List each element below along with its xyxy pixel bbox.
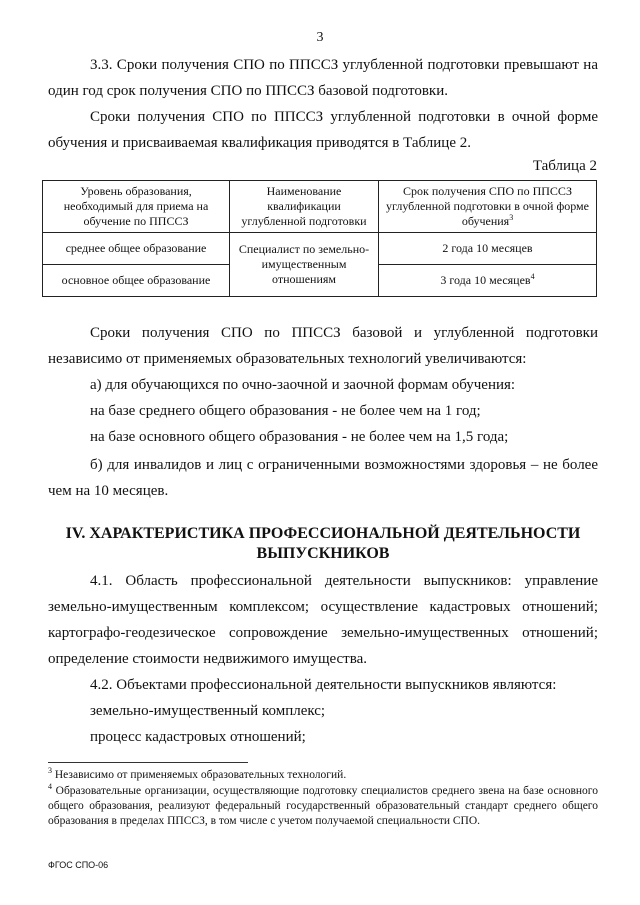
footer-label: ФГОС СПО-06 [48, 860, 109, 870]
footnote-rule [48, 762, 248, 763]
header-level: Уровень образования, необходимый для приема на обучение по ППССЗ [43, 181, 230, 233]
footnote-3: $^3$ Независимо от применяемых образовательных технологий. [48, 766, 347, 781]
line-complex: земельно-имущественный комплекс; [90, 703, 326, 719]
cell-level-basic: основное общее образование [43, 265, 230, 297]
line-a: а) для обучающихся по очно-заочной и заочной формам обучения: [90, 377, 516, 393]
section-title: IV. ХАРАКТЕРИСТИКА ПРОФЕССИОНАЛЬНОЙ ДЕЯТЕЛЬНОСТИ ВЫПУСКНИКОВ [65, 525, 581, 562]
cell-level-secondary: среднее общее образование [43, 233, 230, 265]
footnote-4: $^4$ Образовательные организации, осуществляющие подготовку специалистов среднего звена на базе основного общего образования, реализуют федеральный государственный образовательный стандарт среднего общего образования в пределах ППССЗ, в том числе с учетом получаемой специальности СПО. [48, 782, 598, 827]
line-secondary: на базе среднего общего образования - не более чем на 1 год; [90, 403, 481, 419]
line-basic: на базе основного общего образования - не более чем на 1,5 года; [90, 429, 509, 445]
line-cadastral: процесс кадастровых отношений; [90, 729, 306, 745]
paragraph-4-1: 4.1. Область профессиональной деятельности выпускников: управление земельно-имущественным комплексом; осуществление кадастровых отношений; картографо-геодезическое сопровождение земельно-имущественных отношений; определение стоимости недвижимого имущества. [48, 573, 598, 667]
paragraph-table-intro: Сроки получения СПО по ППССЗ углубленной подготовки в очной форме обучения и присваиваемая квалификация приводятся в Таблице 2. [48, 109, 598, 151]
table-caption: Таблица 2 [532, 158, 597, 174]
paragraph-terms-increase: Сроки получения СПО по ППССЗ базовой и углубленной подготовки независимо от применяемых образовательных технологий увеличиваются: [48, 325, 598, 367]
header-qualification: Наименование квалификации углубленной подготовки [230, 181, 379, 233]
cell-term-secondary: 2 года 10 месяцев [379, 233, 597, 265]
header-term: Срок получения СПО по ППССЗ углубленной подготовки в очной форме обучения$^3$ [379, 181, 597, 233]
terms-table [42, 180, 597, 297]
cell-term-basic: 3 года 10 месяцев$^4$ [379, 265, 597, 297]
table-row [43, 233, 597, 265]
paragraph-4-2: 4.2. Объектами профессиональной деятельности выпускников являются: [90, 677, 557, 693]
page-number: 3 [316, 30, 324, 45]
paragraph-b: б) для инвалидов и лиц с ограниченными возможностями здоровья – не более чем на 10 месяцев. [48, 457, 598, 499]
paragraph-3-3: 3.3. Сроки получения СПО по ППССЗ углубленной подготовки превышают на один год срок получения СПО по ППССЗ базовой подготовки. [48, 57, 598, 99]
cell-qualification: Специалист по земельно-имущественным отношениям [230, 233, 379, 297]
